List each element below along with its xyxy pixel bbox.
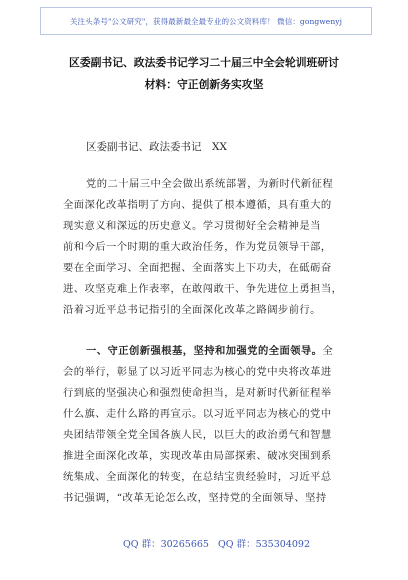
footer-qq-group-1: QQ 群：30265665	[123, 539, 209, 550]
paragraph-line: 会的举行，彰显了以习近平同志为核心的党中央将改革进	[63, 366, 332, 378]
paragraph-line: 统集成、全面深化的转变，在总结宝贵经验时，习近平总	[63, 471, 332, 483]
paragraph-line: 进、攻坚克难上作表率，在敢闯敢干、争先进位上勇担当，	[63, 283, 343, 295]
paragraph-line: 书记强调，“改革无论怎么改，坚持党的全面领导、坚持	[63, 492, 327, 504]
paragraph-line: 前和今后一个时期的重大政治任务，作为党员领导干部，	[63, 241, 332, 253]
document-author: 区委副书记、政法委书记 XX	[86, 141, 227, 153]
section-heading-line	[86, 344, 354, 358]
header-banner: 关注头条号"公文研究"，获得最新最全最专业的公文资料库！ 微信：gongwenyj	[40, 7, 372, 35]
paragraph-line: 什么旗、走什么路的再宣示。以习近平同志为核心的党中	[63, 408, 332, 420]
paragraph-line: 推进全面深化改革，实现改革由局部探索、破冰突围到系	[63, 450, 332, 462]
paragraph-line: 全面深化改革指明了方向、提供了根本遵循，具有重大的	[63, 199, 332, 211]
document-title-line-1: 区委副书记、政法委书记学习二十届三中全会轮训班研讨	[69, 56, 339, 69]
section-heading: 一、守正创新强根基，坚持和加强党的全面领导。	[86, 345, 323, 357]
paragraph-line: 党的二十届三中全会做出系统部署，为新时代新征程	[86, 178, 334, 190]
footer-qq-group-2: QQ 群：535304092	[218, 539, 310, 550]
paragraph-line: 行到底的坚强决心和强烈使命担当，是对新时代新征程举	[63, 387, 332, 399]
paragraph-line: 要在全面学习、全面把握、全面落实上下功夫，在砥砺奋	[63, 262, 332, 274]
document-title-line-2: 材料：守正创新务实攻坚	[144, 78, 264, 91]
paragraph-line: 央团结带领全党全国各族人民，以巨大的政治勇气和智慧	[63, 429, 332, 441]
section-heading-tail: 全	[322, 345, 334, 357]
paragraph-line: 沿着习近平总书记指引的全面深化改革之路阔步前行。	[63, 304, 321, 316]
paragraph-line: 现实意义和深远的历史意义。学习贯彻好全会精神是当	[63, 220, 321, 232]
